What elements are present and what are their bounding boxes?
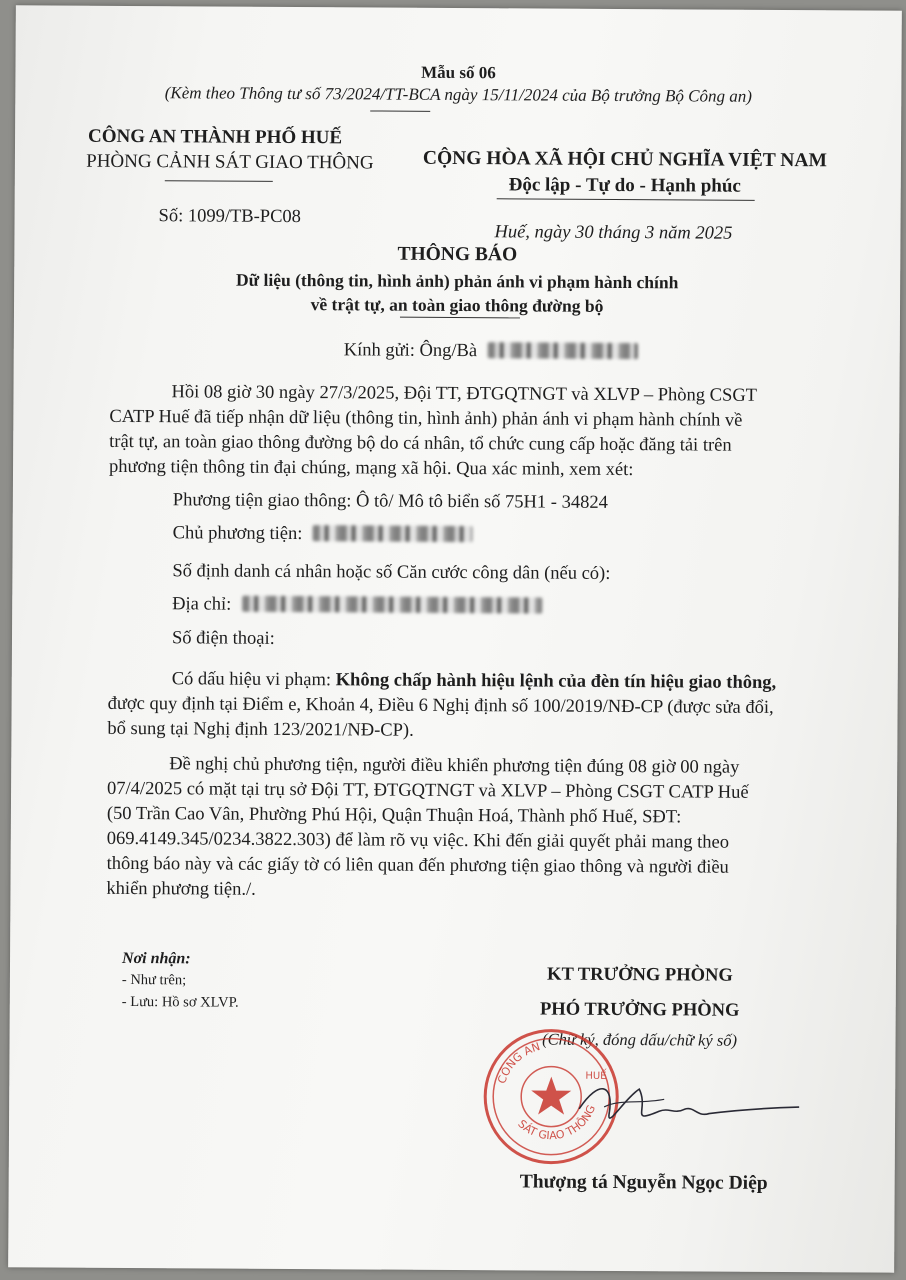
stamp-top-text: CÔNG AN [495,1040,542,1086]
document-number: Số: 1099/TB-PC08 [158,206,302,228]
nation-motto: Độc lập - Tự do - Hạnh phúc [508,174,741,197]
document-date: Huế, ngày 30 tháng 3 năm 2025 [494,222,733,244]
recipient-label: Kính gửi: Ông/Bà [343,340,478,362]
owner-line [173,523,474,546]
agency-name: PHÒNG CẢNH SÁT GIAO THÔNG [86,150,374,174]
signer-name: Thượng tá Nguyễn Ngọc Diệp [519,1171,768,1194]
redacted-name [488,342,638,359]
paragraph-line: phương tiện thông tin đại chúng, mạng xã hội. Qua xác minh, xem xét: [108,456,634,481]
paragraph-line: 069.4149.345/0234.3822.303) để làm rõ vụ việc. Khi đến giải quyết phải mang theo [106,828,730,853]
stamp-right-text: HUẾ [585,1070,607,1082]
document-page [8,5,902,1272]
phone-label: Số điện thoại: [171,628,275,649]
stamp-star-icon [531,1076,571,1114]
notice-subtitle-line2: về trật tự, an toàn giao thông đường bộ [310,294,604,316]
handwritten-signature [569,1069,809,1140]
violation-text: Không chấp hành hiệu lệnh của đèn tín hiệu giao thông, [335,670,777,693]
violation-prefix: Có dấu hiệu vi phạm: [171,669,336,691]
paragraph-line: trật tự, an toàn giao thông đường bộ do cá nhân, tổ chức cung cấp hoặc đăng tải trên [109,431,732,456]
recipients-label: Nơi nhận: [121,949,191,968]
redacted-owner [313,525,473,542]
divider [400,317,520,319]
paragraph-line: (50 Trần Cao Vân, Phường Phú Hội, Quận Thuận Hoá, Thành phố Huế, SĐT: [106,803,682,828]
address-line [172,594,542,617]
id-label: Số định danh cá nhân hoặc số Căn cước công dân (nếu có): [172,561,611,584]
paragraph-line: CATP Huế đã tiếp nhận dữ liệu (thông tin, hình ảnh) phản ánh vi phạm hành chính về [109,406,743,431]
divider [497,198,755,201]
recipient-line [344,340,638,363]
paragraph-line: bổ sung tại Nghị định 123/2021/NĐ-CP). [107,718,414,741]
vehicle-line: Phương tiện giao thông: Ô tô/ Mô tô biển số 75H1 - 34824 [172,490,608,513]
stamp-bottom-text: SÁT GIAO THÔNG [515,1103,599,1143]
signature-title-2: PHÓ TRƯỞNG PHÒNG [539,999,740,1021]
paragraph-line: thông báo này và các giấy tờ có liên quan đến phương tiện giao thông và người điều [106,853,729,878]
notice-subtitle-line1: Dữ liệu (thông tin, hình ảnh) phản ánh vi phạm hành chính [235,269,679,293]
signature-note: (Chữ ký, đóng dấu/chữ ký số) [542,1029,738,1050]
owner-label: Chủ phương tiện: [172,523,303,545]
divider [370,110,430,111]
paragraph-line: được quy định tại Điểm e, Khoản 4, Điều 6 Nghị định số 100/2019/NĐ-CP (được sửa đổi, [107,693,774,718]
paragraph-line: Hồi 08 giờ 30 ngày 27/3/2025, Đội TT, ĐTGQTNGT và XLVP – Phòng CSGT [171,382,758,406]
paragraph-line: khiển phương tiện./. [106,878,256,900]
recipient-item: - Như trên; [121,971,187,989]
signature-title-1: KT TRƯỞNG PHÒNG [547,964,733,986]
paragraph-line: 07/4/2025 có mặt tại trụ sở Đội TT, ĐTGQTNGT và XLVP – Phòng CSGT CATP Huế [107,778,749,803]
paragraph-line: Đề nghị chủ phương tiện, người điều khiển phương tiện đúng 08 giờ 00 ngày [169,754,740,778]
agency-parent: CÔNG AN THÀNH PHỐ HUẾ [87,125,343,149]
attached-note: (Kèm theo Thông tư số 73/2024/TT-BCA ngày 15/11/2024 của Bộ trưởng Bộ Công an) [164,83,752,106]
recipient-item: - Lưu: Hồ sơ XLVP. [121,993,239,1011]
violation-line [172,669,777,694]
form-number: Mẫu số 06 [421,62,496,83]
nation-title: CỘNG HÒA XÃ HỘI CHỦ NGHĨA VIỆT NAM [422,147,827,172]
address-label: Địa chỉ: [172,594,232,615]
divider [165,180,273,182]
notice-title: THÔNG BÁO [397,243,518,266]
redacted-address [242,596,542,614]
